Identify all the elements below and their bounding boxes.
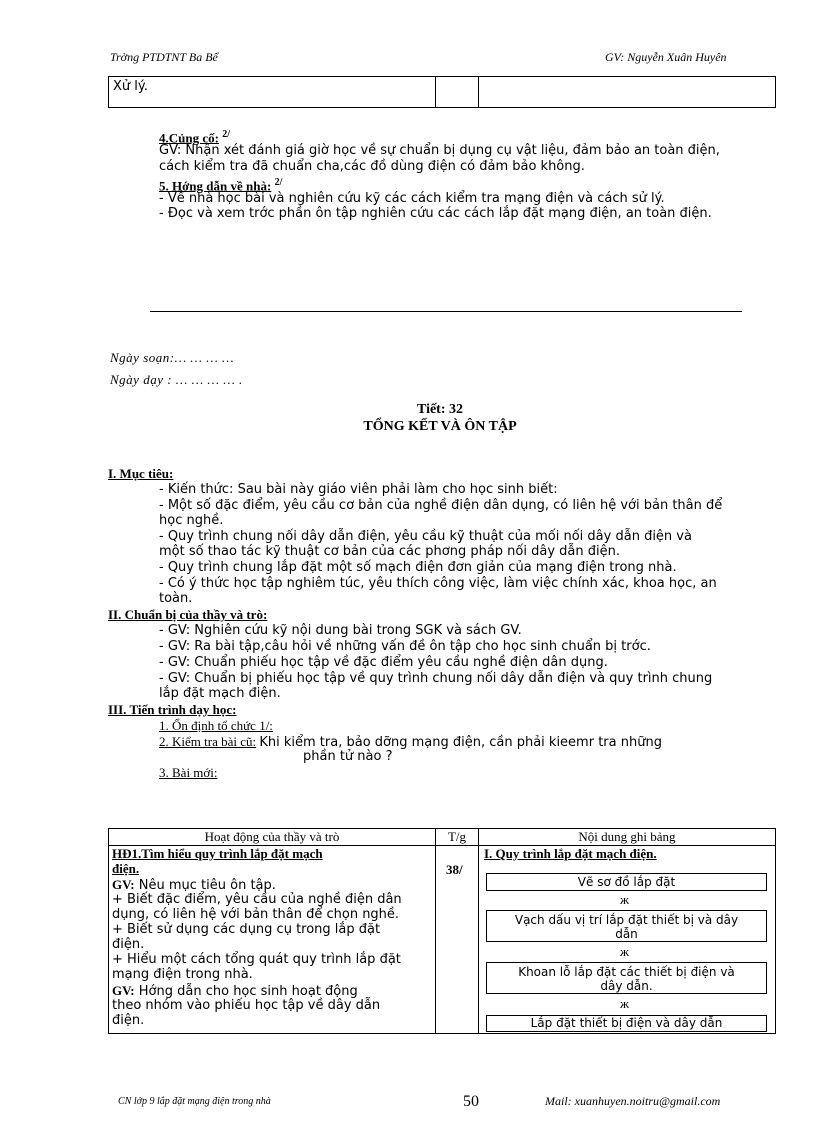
- consolidation-line1: GV: Nhận xét đánh giá giờ học về sự chuẩn bị dụng cụ vật liệu, đảm bảo an toàn điện,: [159, 143, 720, 158]
- homework-heading: 5. Hớng dẫn về nhà: $^{2/}$: [159, 177, 283, 194]
- activity-line: + Biết đặc điểm, yêu cầu của nghề điện dân: [112, 892, 402, 907]
- footer-mail: Mail: xuanhuyen.noitru@gmail.com: [545, 1094, 721, 1108]
- consolidation-line2: cách kiểm tra đã chuẩn cha,các đồ dùng điện có đảm bảo không.: [159, 159, 585, 174]
- process-step3: 3. Bài mới:: [159, 765, 218, 780]
- lesson-title: TỔNG KẾT VÀ ÔN TẬP: [363, 419, 517, 434]
- header-school: Trờng PTDTNT Ba Bể: [110, 50, 218, 64]
- footer-course: CN lớp 9 lắp đặt mạng điện trong nhà: [118, 1096, 271, 1107]
- activity-line: + Biết sử dụng các dụng cụ trong lắp đặt: [112, 922, 381, 937]
- objectives-line: - Quy trình chung lắp đặt một số mạch điện đơn giản của mạng điện trong nhà.: [159, 560, 677, 575]
- activity-line: điện.: [112, 937, 145, 952]
- process-step2-cont: phần tử nào ?: [303, 749, 393, 764]
- homework-line2: - Đọc và xem trớc phần ôn tập nghiên cứu các cách lắp đặt mạng điện, an toàn điện.: [159, 206, 712, 221]
- process-step1: 1. Ổn định tổ chức 1/:: [159, 718, 273, 733]
- top-table-cell-2: [435, 76, 479, 108]
- process-step-box: Khoan lỗ lắp đặt các thiết bị điện và dây dẫn.: [486, 962, 767, 994]
- down-arrow-icon: ж: [620, 944, 629, 959]
- preparation-line: - GV: Chuẩn phiếu học tập về đặc điểm yêu cầu nghề điện dân dụng.: [159, 655, 608, 670]
- header-teacher: GV: Nguyễn Xuân Huyên: [605, 50, 727, 64]
- preparation-heading: II. Chuẩn bị của thầy và trò:: [108, 607, 268, 622]
- process-step-box: Vẽ sơ đồ lắp đặt: [486, 873, 767, 891]
- main-table-header-content: Nội dung ghi bảng: [578, 829, 676, 844]
- preparation-line: - GV: Nghiên cứu kỹ nội dung bài trong SGK và sách GV.: [159, 623, 522, 638]
- objectives-line: - Có ý thức học tập nghiêm túc, yêu thích công việc, làm việc chính xác, khoa học, an: [159, 576, 717, 591]
- preparation-line: - GV: Chuẩn bị phiếu học tập về quy trình chung nối dây dẫn điện và quy trình chung: [159, 671, 713, 686]
- footer-page-number: 50: [463, 1093, 479, 1110]
- homework-line1: - Về nhà học bài và nghiên cứu kỹ các cách kiểm tra mạng điện và cách sử lý.: [159, 191, 665, 206]
- activity-line: điện.: [112, 1013, 145, 1028]
- objectives-line: một số thao tác kỹ thuật cơ bản của các phơng pháp nối dây dẫn điện.: [159, 544, 620, 559]
- main-table-header-activity: Hoạt động của thầy và trò: [204, 829, 340, 844]
- top-table-cell-3: [478, 76, 776, 108]
- process-heading: III. Tiến trình dạy học:: [108, 702, 237, 717]
- lesson-period: Tiết: 32: [416, 402, 463, 417]
- objectives-heading: I. Mục tiêu:: [108, 466, 174, 481]
- content-title: I. Quy trình lắp đặt mạch điện.: [484, 846, 657, 861]
- preparation-line: - GV: Ra bài tập,câu hỏi về những vấn đề ôn tập cho học sinh chuẩn bị trớc.: [159, 639, 651, 654]
- date-prep: Ngày soạn:… … … …: [110, 350, 235, 365]
- objectives-line: học nghề.: [159, 513, 224, 528]
- main-table-header-time: T/g: [447, 829, 467, 844]
- objectives-line: - Kiến thức: Sau bài này giáo viên phải làm cho học sinh biết:: [159, 482, 558, 497]
- objectives-line: - Một số đặc điểm, yêu cầu cơ bản của nghề điện dân dụng, có liên hệ với bản thân để: [159, 498, 723, 513]
- preparation-line: lắp đặt mạch điện.: [159, 686, 281, 701]
- process-step2: 2. Kiểm tra bài cũ: Khi kiểm tra, bảo dỡng mạng điện, cần phải kieemr tra những: [159, 734, 662, 750]
- process-step-box: Lắp đặt thiết bị điện và dây dẫn: [486, 1015, 767, 1032]
- top-table-cell-1: [108, 76, 436, 108]
- objectives-line: - Quy trình chung nối dây dẫn điện, yêu cầu kỹ thuật của mối nối dây dẫn điện và: [159, 529, 692, 544]
- top-table-text: Xử lý.: [113, 79, 148, 94]
- activity-line: dụng, có liên hệ với bản thân để chọn nghề.: [112, 907, 400, 922]
- process-step-box: Vạch dấu vị trí lắp đặt thiết bị và dây dẫn: [486, 910, 767, 942]
- objectives-line: toàn.: [159, 591, 193, 606]
- activity-line: GV: Nêu mục tiêu ôn tập.: [112, 877, 276, 893]
- down-arrow-icon: ж: [620, 996, 629, 1011]
- activity-line: theo nhóm vào phiếu học tập về dây dẫn: [112, 998, 381, 1013]
- activity-line: + Hiểu một cách tổng quát quy trình lắp đặt: [112, 952, 401, 967]
- main-table-col2: [435, 828, 479, 1034]
- date-teach: Ngày dạy : … … … … .: [110, 372, 243, 387]
- activity-title-line1: HĐ1.Tìm hiểu quy trình lắp đặt mạch: [112, 846, 323, 861]
- activity-line: GV: Hớng dẫn cho học sinh hoạt động: [112, 983, 358, 999]
- section-divider: [150, 311, 742, 312]
- activity-time: 38/: [446, 862, 463, 877]
- down-arrow-icon: ж: [620, 892, 629, 907]
- activity-title-line2: điện.: [112, 861, 140, 876]
- activity-line: mạng điện trong nhà.: [112, 967, 253, 982]
- consolidation-heading: 4.Củng cố: $^{2/}$: [159, 129, 230, 146]
